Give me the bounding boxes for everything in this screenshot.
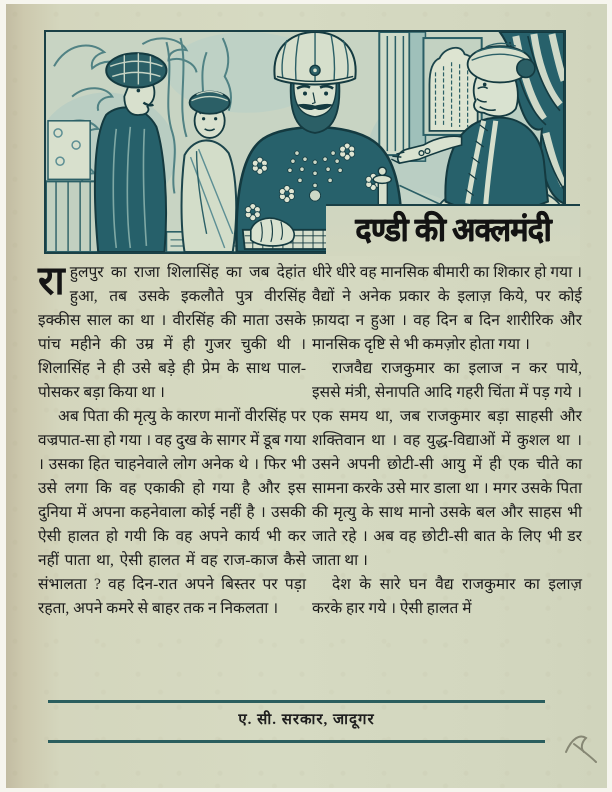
page (6, 4, 607, 788)
footer-credit: ए. सी. सरकार, जादूगर (238, 712, 375, 728)
paragraph-4: राजवैद्य राजकुमार का इलाज न कर पाये, इससे मंत्री, सेनापति आदि गहरी चिंता में पड़ गये । एक समय था, जब राजकुमार बड़ा साहसी और शक्तिवान था । वह युद्ध-विद्याओं में कुशल था । उसने अपनी छोटी-सी आयु में ही एक चीते का सामना करके उसे मार डाला था । मगर उसके पिता की मृत्यु के साथ मानो उसके बल और साहस भी जाते रहे । अब वह छोटी-सी बात के लिए भी डर जाता था । (312, 360, 582, 569)
paragraph-3: धीरे धीरे वह मानसिक बीमारी का शिकार हो गया । वैद्यों ने अनेक प्रकार के इलाज़ किये, पर कोई फ़ायदा न हुआ । वह दिन ब दिन शारीरिक और मानसिक दृष्टि से भी कमज़ोर होता गया । (312, 264, 582, 353)
paragraph-1 (38, 258, 306, 405)
footer-rule-bottom (48, 740, 545, 743)
paragraph-2: अब पिता की मृत्यु के कारण मानों वीरसिंह पर वज्रपात-सा हो गया । वह दुख के सागर में डूब गया । उसका हित चाहनेवाले लोग अनेक थे । फिर भी उसे लगा कि वह एकाकी हो गया है और इस दुनिया में अपना कहनेवाला कोई नहीं है । उसकी ऐसी हालत हो गयी कि वह अपने कार्य भी कर नहीं पाता था, ऐसी हालत में वह राज-काज कैसे संभालता ? वह दिन-रात अपने बिस्तर पर पड़ा रहता, अपने कमरे से बाहर तक न निकलता । (38, 408, 306, 617)
footer-rule-top (48, 700, 545, 703)
side-furniture (46, 121, 98, 252)
drop-cap: रा (38, 258, 65, 303)
paragraph-1-text: हुलपुर का राजा शिलासिंह का जब देहांत हुआ, तब उसके इकलौते पुत्र वीरसिंह इक्कीस साल का था । वीरसिंह की माता उसके पांच महीने की उम्र में ही गुजर चुकी थी । शिलासिंह ने ही उसे बड़े ही प्रेम के साथ पाल-पोसकर बड़ा किया था । (38, 264, 306, 401)
pencil-mark-icon (560, 726, 606, 772)
left-column (38, 258, 306, 621)
right-column (312, 261, 582, 621)
pillar (379, 32, 425, 161)
story-title-box (326, 204, 580, 256)
arched-window (423, 38, 481, 135)
paragraph-5: देश के सारे घन वैद्य राजकुमार का इलाज़ करके हार गये । ऐसी हालत में (312, 576, 582, 617)
story-title: दण्डी की अक्लमंदी (355, 212, 551, 249)
